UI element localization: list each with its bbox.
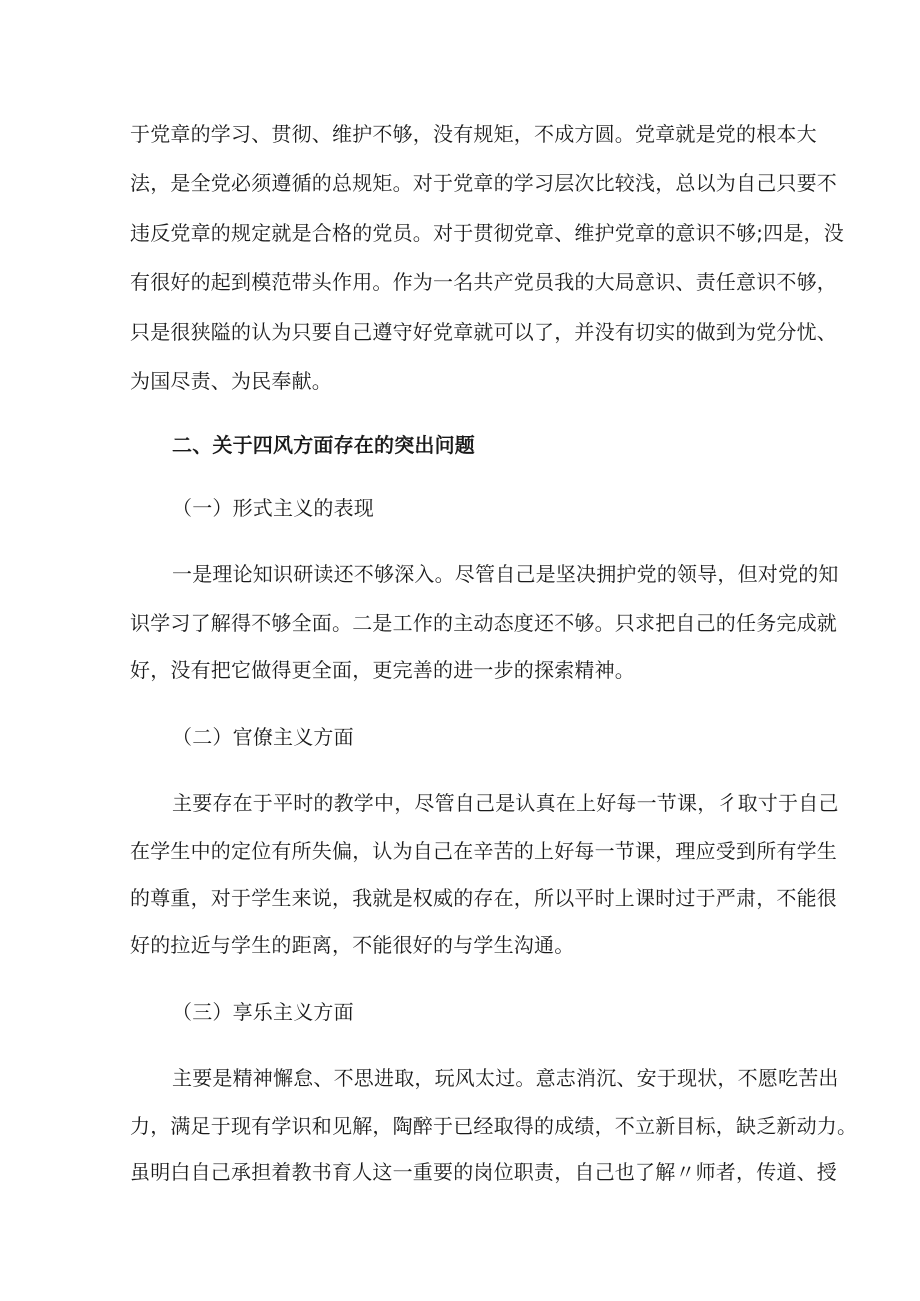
subsection-title: （三）享乐主义方面 [172,1000,354,1024]
body-line: 主要是精神懈怠、不思进取，玩风太过。意志消沉、安于现状，不愿吃苦出 [172,1066,839,1090]
body-line: 好的拉近与学生的距离，不能很好的与学生沟通。 [130,933,575,957]
body-line: 在学生中的定位有所失偏，认为自己在辛苦的上好每一节课，理应受到所有学生 [130,839,837,863]
body-line: 的尊重，对于学生来说，我就是权威的存在，所以平时上课时过于严肃，不能很 [130,886,837,910]
subsection-title: （一）形式主义的表现 [172,496,374,520]
body-line: 只是很狭隘的认为只要自己遵守好党章就可以了，并没有切实的做到为党分忧、 [130,320,837,344]
body-line: 好，没有把它做得更全面，更完善的进一步的探索精神。 [130,658,635,682]
subsection-title: （二）官僚主义方面 [172,725,354,749]
section-heading: 二、关于四风方面存在的突出问题 [172,433,475,457]
body-line: 主要存在于平时的教学中，尽管自己是认真在上好每一节课，彳取寸于自己 [172,791,839,815]
body-line: 力，满足于现有学识和见解，陶醉于已经取得的成绩，不立新目标，缺乏新动力。 [130,1114,858,1138]
body-line: 一是理论知识研读还不够深入。尽管自己是坚决拥护党的领导，但对党的知 [172,562,839,586]
body-line: 违反党章的规定就是合格的党员。对于贯彻党章、维护党章的意识不够;四是，没 [130,221,844,245]
body-line: 法，是全党必须遵循的总规矩。对于党章的学习层次比较浅，总以为自己只要不 [130,171,837,195]
body-line: 虽明白自己承担着教书育人这一重要的岗位职责，自己也了解〃师者，传道、授 [130,1160,837,1184]
body-line: 有很好的起到模范带头作用。作为一名共产党员我的大局意识、责任意识不够， [130,270,837,294]
body-line: 为国尽责、为民奉献。 [130,369,332,393]
body-line: 于党章的学习、贯彻、维护不够，没有规矩，不成方圆。党章就是党的根本大 [130,122,817,146]
body-line: 识学习了解得不够全面。二是工作的主动态度还不够。只求把自己的任务完成就 [130,611,837,635]
